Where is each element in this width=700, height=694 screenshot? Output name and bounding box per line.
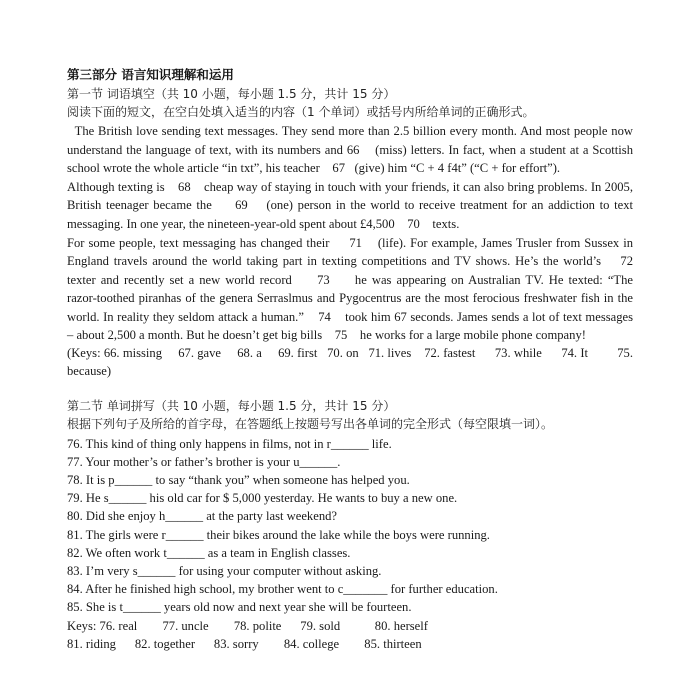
- spelling-item: 81. The girls were r______ their bikes around the lake while the boys were running.: [67, 528, 490, 542]
- section1-keys: (Keys: 66. missing 67. gave 68. a 69. first 70. on 71. lives 72. fastest 73. while 74. It 75.: [67, 346, 633, 360]
- spelling-item: 78. It is p______ to say “thank you” when someone has helped you.: [67, 473, 410, 487]
- spelling-item: 79. He s______ his old car for $ 5,000 yesterday. He wants to buy a new one.: [67, 491, 458, 505]
- passage-line: British teenager became the 69 (one) person in the world to receive treatment for an addiction to text: [67, 198, 633, 212]
- passage-line: world. In reality they seldom attack a human.” 74 took him 67 seconds. James sends a lot of text messages: [67, 310, 633, 324]
- passage-line: messaging. In one year, the nineteen-year-old spent about £4,500 70 texts.: [67, 217, 460, 231]
- section2-title: 第二节 单词拼写（共 10 小题，每小题 1.5 分，共计 15 分）: [67, 399, 396, 413]
- section2-instruction: 根据下列句子及所给的首字母，在答题纸上按题号写出各单词的完全形式（每空限填一词）。: [67, 417, 554, 431]
- spelling-item: 85. She is t______ years old now and next year she will be fourteen.: [67, 600, 412, 614]
- part-title: 第三部分 语言知识理解和运用: [67, 67, 234, 82]
- spelling-item: 76. This kind of thing only happens in films, not in r______ life.: [67, 437, 392, 451]
- passage-line: school wrote the whole article “in txt”, his teacher 67 (give) him “C + 4 f4t” (“C + for effort”).: [67, 161, 561, 175]
- section2-keys-cont: 81. riding 82. together 83. sorry 84. college 85. thirteen: [67, 637, 422, 651]
- passage-line: texter and recently set a new world record 73 he was appearing on Australian TV. He texted: “The: [67, 273, 633, 287]
- section1-keys-cont: because): [67, 364, 112, 378]
- passage-line: For some people, text messaging has changed their 71 (life). For example, James Trusler from Sussex in: [67, 236, 633, 250]
- passage-line: – about 2,500 a month. But he doesn’t get big bills 75 he works for a large mobile phone company!: [67, 328, 586, 342]
- passage-line: Although texting is 68 cheap way of staying in touch with your friends, it can also bring problems. In 2005,: [67, 180, 633, 194]
- spelling-item: 83. I’m very s______ for using your computer without asking.: [67, 564, 382, 578]
- spelling-item: 77. Your mother’s or father’s brother is your u______.: [67, 455, 341, 469]
- passage-line: understand the language of text, with its numbers and 66 (miss) letters. In fact, when a student at a Scottish: [67, 143, 633, 157]
- passage-line: England travels around the world taking part in texting competitions and TV shows. He’s the world’s 72: [67, 254, 633, 268]
- section1-instruction: 阅读下面的短文，在空白处填入适当的内容（1 个单词）或括号内所给单词的正确形式。: [67, 105, 535, 119]
- passage-line: The British love sending text messages. They send more than 2.5 billion every month. And most people now: [67, 124, 633, 138]
- spelling-item: 84. After he finished high school, my brother went to c_______ for further education.: [67, 582, 498, 596]
- passage-line: razor-toothed piranhas of the genera Serraslmus and Pygocentrus are the most ferocious freshwater fish in the: [67, 291, 633, 305]
- section2-keys: Keys: 76. real 77. uncle 78. polite 79. sold 80. herself: [67, 619, 428, 633]
- section1-title: 第一节 词语填空（共 10 小题，每小题 1.5 分，共计 15 分）: [67, 87, 396, 101]
- spelling-item: 82. We often work t______ as a team in English classes.: [67, 546, 351, 560]
- spelling-item: 80. Did she enjoy h______ at the party last weekend?: [67, 509, 337, 523]
